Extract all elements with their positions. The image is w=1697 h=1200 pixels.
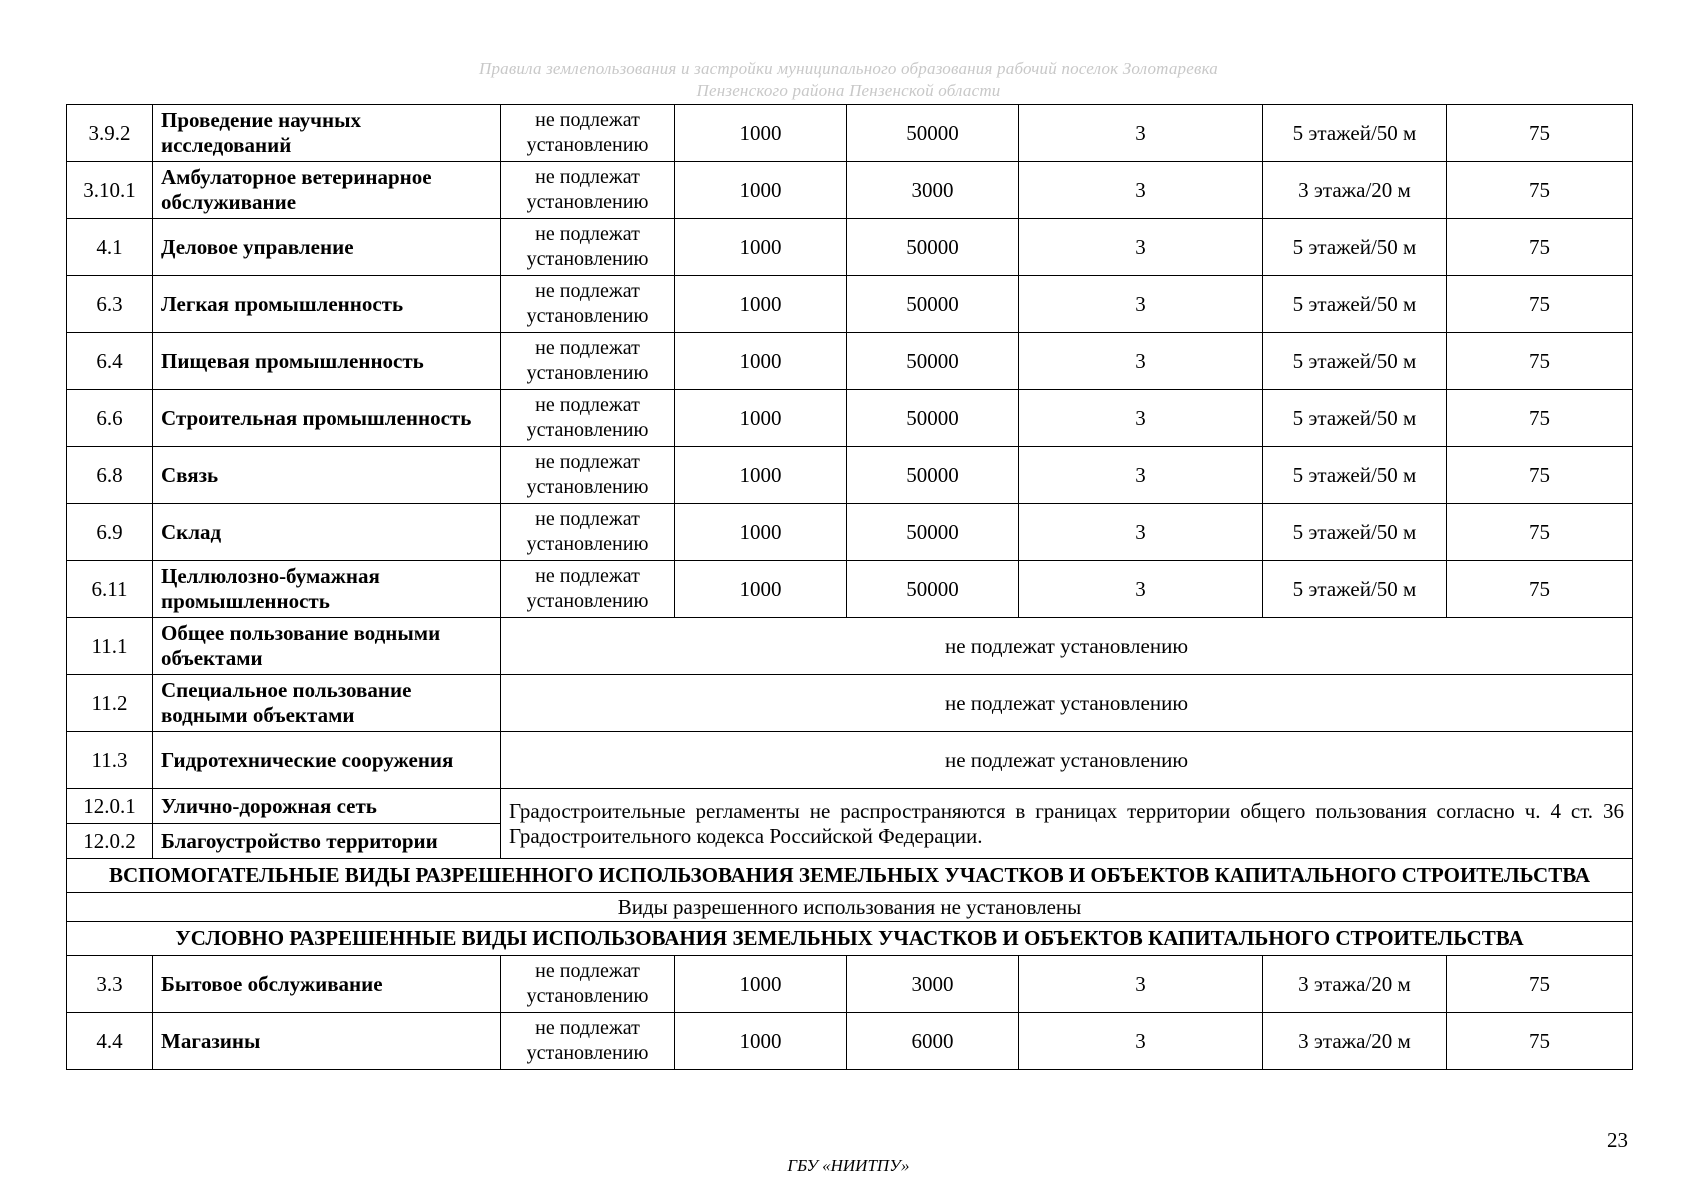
cell-coverage: 75 [1447, 276, 1633, 333]
table-row [67, 732, 1633, 789]
table-row [67, 447, 1633, 504]
cell-max-floors: 3 этажа/20 м [1263, 956, 1447, 1013]
table-row [67, 333, 1633, 390]
cell-max-area: 50000 [847, 390, 1019, 447]
cell-setback: 3 [1019, 504, 1263, 561]
cell-coverage: 75 [1447, 1013, 1633, 1070]
cell-coverage: 75 [1447, 561, 1633, 618]
cell-dimensions: не подлежат установлению [501, 561, 675, 618]
cell-max-floors: 5 этажей/50 м [1263, 333, 1447, 390]
cell-min-area: 1000 [675, 333, 847, 390]
cell-merged-value: не подлежат установлению [501, 675, 1633, 732]
cell-max-area: 50000 [847, 447, 1019, 504]
note-text: Виды разрешенного использования не установлены [67, 893, 1633, 922]
cell-setback: 3 [1019, 561, 1263, 618]
section-note [67, 893, 1633, 922]
cell-max-area: 6000 [847, 1013, 1019, 1070]
cell-code: 12.0.2 [67, 824, 153, 859]
cell-code: 6.3 [67, 276, 153, 333]
cell-min-area: 1000 [675, 1013, 847, 1070]
cell-setback: 3 [1019, 1013, 1263, 1070]
cell-name: Проведение научных исследований [153, 105, 501, 162]
cell-max-floors: 3 этажа/20 м [1263, 162, 1447, 219]
cell-name: Легкая промышленность [153, 276, 501, 333]
cell-dimensions: не подлежат установлению [501, 956, 675, 1013]
cell-name: Улично-дорожная сеть [153, 789, 501, 824]
cell-dimensions: не подлежат установлению [501, 219, 675, 276]
cell-dimensions: не подлежат установлению [501, 162, 675, 219]
cell-setback: 3 [1019, 219, 1263, 276]
cell-name: Целлюлозно-бумажная промышленность [153, 561, 501, 618]
cell-setback: 3 [1019, 105, 1263, 162]
table-row [67, 675, 1633, 732]
cell-name: Бытовое обслуживание [153, 956, 501, 1013]
table-row [67, 789, 1633, 824]
cell-merged-value: не подлежат установлению [501, 732, 1633, 789]
cell-code: 3.9.2 [67, 105, 153, 162]
cell-min-area: 1000 [675, 162, 847, 219]
cell-coverage: 75 [1447, 504, 1633, 561]
cell-name: Амбулаторное ветеринарное обслуживание [153, 162, 501, 219]
cell-name: Строительная промышленность [153, 390, 501, 447]
cell-setback: 3 [1019, 390, 1263, 447]
table-row [67, 105, 1633, 162]
cell-min-area: 1000 [675, 561, 847, 618]
cell-code: 6.8 [67, 447, 153, 504]
cell-code: 6.9 [67, 504, 153, 561]
cell-max-floors: 5 этажей/50 м [1263, 219, 1447, 276]
section-heading-conditional [67, 922, 1633, 956]
cell-min-area: 1000 [675, 390, 847, 447]
cell-min-area: 1000 [675, 504, 847, 561]
cell-code: 11.3 [67, 732, 153, 789]
cell-name: Благоустройство территории [153, 824, 501, 859]
footer-organization: ГБУ «НИИТПУ» [787, 1156, 910, 1175]
cell-min-area: 1000 [675, 105, 847, 162]
cell-dimensions: не подлежат установлению [501, 105, 675, 162]
cell-code: 4.1 [67, 219, 153, 276]
table-row [67, 390, 1633, 447]
cell-name: Магазины [153, 1013, 501, 1070]
table-row [67, 1013, 1633, 1070]
cell-setback: 3 [1019, 956, 1263, 1013]
cell-max-floors: 5 этажей/50 м [1263, 390, 1447, 447]
cell-name: Деловое управление [153, 219, 501, 276]
cell-merged-value: не подлежат установлению [501, 618, 1633, 675]
table-row [67, 504, 1633, 561]
cell-code: 6.11 [67, 561, 153, 618]
cell-max-area: 50000 [847, 504, 1019, 561]
cell-name: Пищевая промышленность [153, 333, 501, 390]
running-header-line-1: Правила землепользования и застройки муниципального образования рабочий поселок Золотаревка [478, 59, 1219, 78]
table-row [67, 618, 1633, 675]
table-row [67, 162, 1633, 219]
cell-dimensions: не подлежат установлению [501, 1013, 675, 1070]
cell-max-floors: 5 этажей/50 м [1263, 276, 1447, 333]
cell-max-area: 3000 [847, 162, 1019, 219]
cell-coverage: 75 [1447, 162, 1633, 219]
running-header [0, 58, 1697, 102]
cell-max-floors: 5 этажей/50 м [1263, 561, 1447, 618]
cell-name: Склад [153, 504, 501, 561]
table-row [67, 956, 1633, 1013]
cell-coverage: 75 [1447, 390, 1633, 447]
section-title: УСЛОВНО РАЗРЕШЕННЫЕ ВИДЫ ИСПОЛЬЗОВАНИЯ ЗЕМЕЛЬНЫХ УЧАСТКОВ И ОБЪЕКТОВ КАПИТАЛЬНОГО СТРОИТЕЛЬСТВА [67, 922, 1633, 956]
cell-min-area: 1000 [675, 276, 847, 333]
cell-max-area: 50000 [847, 333, 1019, 390]
cell-min-area: 1000 [675, 219, 847, 276]
cell-min-area: 1000 [675, 447, 847, 504]
page-number: 23 [1607, 1128, 1628, 1152]
cell-dimensions: не подлежат установлению [501, 447, 675, 504]
cell-coverage: 75 [1447, 105, 1633, 162]
cell-setback: 3 [1019, 162, 1263, 219]
cell-code: 4.4 [67, 1013, 153, 1070]
cell-code: 6.6 [67, 390, 153, 447]
cell-code: 6.4 [67, 333, 153, 390]
cell-name: Гидротехнические сооружения [153, 732, 501, 789]
cell-dimensions: не подлежат установлению [501, 390, 675, 447]
cell-code: 3.10.1 [67, 162, 153, 219]
table-row [67, 561, 1633, 618]
cell-max-floors: 5 этажей/50 м [1263, 504, 1447, 561]
section-heading-auxiliary [67, 859, 1633, 893]
regulations-table [66, 104, 1633, 1070]
cell-coverage: 75 [1447, 447, 1633, 504]
cell-max-floors: 3 этажа/20 м [1263, 1013, 1447, 1070]
cell-code: 11.2 [67, 675, 153, 732]
cell-max-area: 50000 [847, 276, 1019, 333]
cell-coverage: 75 [1447, 333, 1633, 390]
cell-dimensions: не подлежат установлению [501, 333, 675, 390]
cell-max-area: 50000 [847, 561, 1019, 618]
table-row [67, 276, 1633, 333]
cell-dimensions: не подлежат установлению [501, 504, 675, 561]
table-row [67, 219, 1633, 276]
cell-max-floors: 5 этажей/50 м [1263, 105, 1447, 162]
cell-max-area: 50000 [847, 105, 1019, 162]
cell-setback: 3 [1019, 333, 1263, 390]
cell-code: 12.0.1 [67, 789, 153, 824]
cell-coverage: 75 [1447, 219, 1633, 276]
cell-max-area: 50000 [847, 219, 1019, 276]
cell-min-area: 1000 [675, 956, 847, 1013]
cell-code: 3.3 [67, 956, 153, 1013]
table-body [67, 105, 1633, 1070]
cell-coverage: 75 [1447, 956, 1633, 1013]
running-header-line-2: Пензенского района Пензенской области [696, 81, 1001, 100]
cell-code: 11.1 [67, 618, 153, 675]
cell-setback: 3 [1019, 447, 1263, 504]
cell-name: Связь [153, 447, 501, 504]
cell-name: Специальное пользование водными объектами [153, 675, 501, 732]
cell-setback: 3 [1019, 276, 1263, 333]
cell-road-note: Градостроительные регламенты не распространяются в границах территории общего пользования согласно ч. 4 ст. 36 Градостроительного кодекса Российской Федерации. [501, 789, 1633, 859]
cell-name: Общее пользование водными объектами [153, 618, 501, 675]
cell-max-floors: 5 этажей/50 м [1263, 447, 1447, 504]
section-title: ВСПОМОГАТЕЛЬНЫЕ ВИДЫ РАЗРЕШЕННОГО ИСПОЛЬЗОВАНИЯ ЗЕМЕЛЬНЫХ УЧАСТКОВ И ОБЪЕКТОВ КАПИТАЛЬНОГО СТРОИТЕЛЬСТВА [67, 859, 1633, 893]
cell-max-area: 3000 [847, 956, 1019, 1013]
cell-dimensions: не подлежат установлению [501, 276, 675, 333]
